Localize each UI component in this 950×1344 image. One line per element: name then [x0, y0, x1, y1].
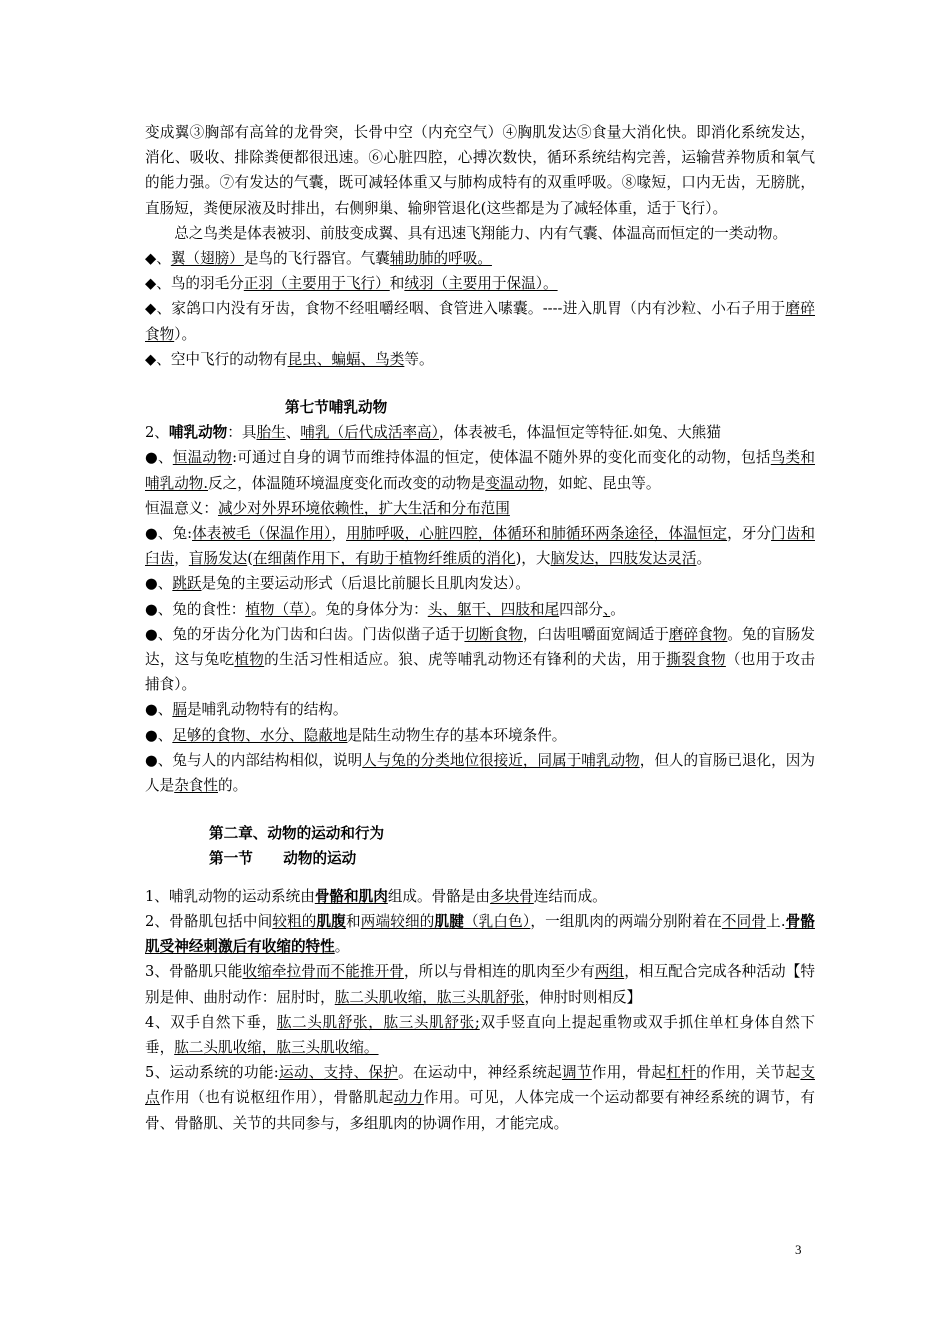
underlined-text: 绒羽（主要用于保温）。 — [404, 275, 558, 293]
underlined-text: 调节 — [562, 1064, 592, 1082]
underlined-text: 两组 — [594, 963, 625, 981]
text: 是哺乳动物特有的结构。 — [186, 701, 348, 719]
underlined-text: 辅助肺的呼吸。 — [389, 250, 492, 268]
text: 和 — [389, 275, 405, 293]
text: 上. — [766, 912, 786, 930]
underlined-text: 变温动物 — [485, 474, 544, 492]
underlined-text: 运动、支持、保护 — [278, 1064, 399, 1082]
underlined-text: 头、躯干、四肢和尾 — [427, 600, 560, 618]
text: （也用于攻击捕食）。 — [145, 651, 815, 694]
bold-underlined-text: 肌腱 — [434, 912, 464, 930]
text: 、 — [285, 424, 301, 442]
underlined-text: 减少对外界环境依赖性，扩大生活和分布范围 — [217, 499, 510, 517]
text: 的。 — [218, 777, 248, 795]
underlined-text: 两端较细的 — [360, 912, 435, 930]
text: 恒温意义： — [145, 499, 218, 517]
motion-point-3 — [145, 959, 815, 1009]
underlined-text: 恒温动物 — [172, 449, 233, 467]
text: ●、 — [145, 575, 173, 593]
text: 反之，体温随环境温度变化而改变的动物是 — [208, 474, 486, 492]
mammal-survival-conditions — [145, 723, 815, 748]
text: 的生活习性相适应。狼、虎等哺乳动物还有锋利的犬齿，用于 — [264, 651, 667, 669]
text: ，体表被毛，体温恒定等特征.如兔、大熊猫 — [438, 424, 721, 442]
section-title-mammals: 第七节哺乳动物 — [285, 399, 388, 417]
text: )，大 — [515, 550, 551, 568]
underlined-text: 植物（草） — [245, 600, 311, 618]
text: 4、双手自然下垂， — [145, 1013, 277, 1031]
underlined-text: 鸟类和哺乳动物. — [145, 449, 815, 492]
underlined-text: 较粗的 — [272, 912, 317, 930]
underlined-text: 用肺呼吸，心脏四腔，体循环和肺循环两条途径，体温恒定 — [346, 525, 728, 543]
bird-characteristics-paragraph: 变成翼③胸部有高耸的龙骨突，长骨中空（内充空气）④胸肌发达⑤食量大消化快。即消化系统发达，消化、吸收、排除粪便都很迅速。⑥心脏四腔，心搏次数快，循环系统结构完善，运输营养物质和氧气的能力强。⑦有发达的气囊，既可减轻体重又与肺构成特有的双重呼吸。⑧喙短，口内无齿，无膀胱，直肠短，粪便尿液及时排出，右侧卵巢、输卵管退化(这些都是为了减轻体重，适于飞行）。 — [145, 124, 815, 217]
spacer — [145, 372, 815, 395]
bird-summary-paragraph: 总之鸟类是体表被羽、前肢变成翼、具有迅速飞翔能力、内有气囊、体温高而恒定的一类动物。 — [174, 224, 788, 242]
text: 3、骨骼肌只能 — [145, 963, 243, 981]
chapter-title: 第二章、动物的运动和行为 — [209, 825, 385, 843]
text: 是鸟的飞行器官。气囊 — [243, 250, 390, 268]
mammal-rabbit-human — [145, 748, 815, 798]
text: 。 — [610, 600, 625, 618]
underlined-text: 撕裂食物 — [666, 651, 726, 669]
underlined-text: 哺乳（后代成活率高） — [300, 424, 439, 442]
text: 。在运动中，神经系统起 — [398, 1064, 562, 1082]
text: 2、骨骼肌包括中间 — [145, 912, 273, 930]
underlined-text: 盲肠发达 — [188, 550, 248, 568]
text: 作用（也有说枢纽作用），骨骼肌起 — [160, 1089, 394, 1107]
page-number: 3 — [795, 1242, 802, 1257]
text: 作用。可见，人体完成一个运动都要有神经系统的调节，有骨、骨骼肌、关节的共同参与，多组肌肉的协调作用，才能完成。 — [145, 1089, 815, 1132]
text: ●、 — [145, 449, 173, 467]
mammal-rabbit-diet — [145, 597, 815, 622]
underlined-text: 磨碎食物 — [145, 300, 815, 343]
text: ， — [174, 550, 189, 568]
mammal-rabbit-jumping — [145, 571, 815, 596]
text: ●、 — [145, 726, 173, 744]
text: 。 — [334, 938, 350, 956]
text: 和 — [346, 912, 361, 930]
text: ◆、 — [145, 250, 171, 268]
mammal-warm-blooded-meaning — [145, 496, 815, 521]
underlined-text: 杠杆 — [666, 1064, 697, 1082]
mammal-rabbit-traits — [145, 521, 815, 571]
text: 连结而成。 — [533, 887, 607, 905]
mammal-diaphragm — [145, 697, 815, 722]
text: ，所以与骨相连的肌肉至少有 — [403, 963, 595, 981]
text: 作用，骨起 — [591, 1064, 667, 1082]
text: ，但人的盲肠已退化，因为人是 — [145, 751, 815, 795]
underlined-text: 切断食物 — [464, 625, 523, 643]
text: 5、运动系统的功能: — [145, 1064, 279, 1082]
underlined-text: 人与兔的分类地位很接近，同属于哺乳动物 — [362, 751, 640, 769]
underlined-text: 脑发达，四肢发达灵活 — [550, 550, 697, 568]
text: ●、兔的食性： — [145, 600, 246, 618]
text: 的作用，关节起 — [696, 1064, 801, 1082]
mammal-definition — [145, 420, 815, 445]
motion-point-2 — [145, 909, 815, 959]
bird-bullet-wing — [145, 246, 815, 271]
motion-point-5 — [145, 1060, 815, 1136]
underlined-text: 肱二头肌收缩，肱三头肌舒张 — [334, 988, 525, 1006]
text: ◆、鸟的羽毛分 — [145, 275, 244, 293]
bold-underlined-text: 肌腹 — [316, 912, 347, 930]
spacer — [145, 872, 815, 884]
text: 。 — [696, 550, 712, 568]
text: :可通过自身的调节而维持体温的恒定，使体温不随外界的变化而变化的动物，包括 — [232, 449, 771, 467]
underlined-text: 收缩牵拉骨而不能推开骨 — [242, 963, 404, 981]
underlined-text: 跳跃 — [172, 575, 202, 593]
mammal-warm-blooded — [145, 445, 815, 495]
underlined-text: 多块骨 — [489, 887, 534, 905]
text: 是陆生动物生存的基本环境条件。 — [347, 726, 567, 744]
text: ( — [247, 550, 253, 568]
text: 2、 — [145, 424, 169, 442]
underlined-text: 不同骨 — [721, 912, 767, 930]
text: ●、兔的牙齿分化为门齿和臼齿。门齿似凿子适于 — [145, 625, 465, 643]
underlined-text: 翼（翅膀） — [170, 250, 244, 268]
text: 组成。骨骼是由 — [387, 887, 490, 905]
text: 双手竖直向上提起重物或双手抓住单杠身体自然下垂， — [145, 1013, 815, 1056]
bold-underlined-text: 骨骼肌受神经刺激后有收缩的特性 — [145, 912, 815, 956]
section-title-motion: 第一节 动物的运动 — [209, 850, 357, 868]
text: 。兔的盲肠发达，这与兔吃 — [145, 625, 815, 669]
text: ，臼齿咀嚼面宽阔适于 — [522, 625, 669, 643]
underlined-text: 动力 — [393, 1089, 424, 1107]
bold-term: 哺乳动物 — [168, 424, 228, 442]
text: ●、 — [145, 701, 173, 719]
underlined-text: 门齿和臼齿 — [145, 525, 815, 568]
underlined-text: 肱二头肌收缩，肱三头肌收缩。 — [174, 1038, 379, 1056]
underlined-text: 磨碎食物 — [668, 625, 728, 643]
text: ，相互配合完成各种活动【特别是伸、曲肘动作：屈肘时， — [145, 963, 815, 1006]
underlined-text: 昆虫、蝙蝠、鸟类 — [287, 350, 405, 368]
text: 等。 — [404, 350, 434, 368]
underlined-text: 在细菌作用下，有助于植物纤维质的消化 — [252, 550, 516, 568]
text: 是兔的主要运动形式（后退比前腿长且肌肉发达）。 — [201, 575, 530, 593]
text: ，牙分 — [727, 525, 772, 543]
text: ，伸肘时则相反】 — [524, 988, 642, 1006]
underlined-text: 胎生 — [256, 424, 286, 442]
text: ）。 — [174, 325, 197, 343]
text: ，如蛇、昆虫等。 — [543, 474, 661, 492]
underlined-text: 植物 — [234, 651, 265, 669]
bird-bullet-flyers — [145, 347, 815, 372]
text: ●、兔: — [145, 525, 193, 543]
underlined-text: 正羽（主要用于飞行） — [243, 275, 390, 293]
text: ●、兔与人的内部结构相似，说明 — [145, 751, 363, 769]
bird-bullet-feathers — [145, 271, 815, 296]
text: ◆、家鸽口内没有牙齿，食物不经咀嚼经咽、食管进入嗉囊。----进入肌胃（内有沙粒、小石子用于 — [145, 300, 786, 318]
text: 1、哺乳动物的运动系统由 — [145, 887, 315, 905]
underlined-text: 足够的食物、水分、隐蔽地 — [172, 726, 348, 744]
underlined-text: 体表被毛（保温作用） — [192, 525, 332, 543]
underlined-text: 、 — [602, 600, 611, 618]
underlined-text: 杂食性 — [174, 777, 218, 795]
text: ，一组肌肉的两端分别附着在 — [530, 912, 722, 930]
spacer — [145, 798, 815, 821]
underlined-text: 支点 — [145, 1064, 815, 1107]
page-content — [145, 120, 815, 1136]
text: ， — [331, 525, 347, 543]
text: ◆、空中飞行的动物有 — [145, 350, 288, 368]
motion-point-4 — [145, 1010, 815, 1060]
motion-point-1 — [145, 884, 815, 909]
text: 。兔的身体分为： — [310, 600, 428, 618]
mammal-rabbit-teeth — [145, 622, 815, 698]
underlined-text: （乳白色） — [463, 912, 531, 930]
bird-bullet-digestion — [145, 296, 815, 346]
underlined-text: 膈 — [172, 701, 187, 719]
text: ：具 — [227, 424, 257, 442]
bold-underlined-text: 骨骼和肌肉 — [314, 887, 388, 905]
text: 四部分 — [559, 600, 603, 618]
underlined-text: 肱二头肌舒张，肱三头肌舒张; — [276, 1013, 480, 1031]
